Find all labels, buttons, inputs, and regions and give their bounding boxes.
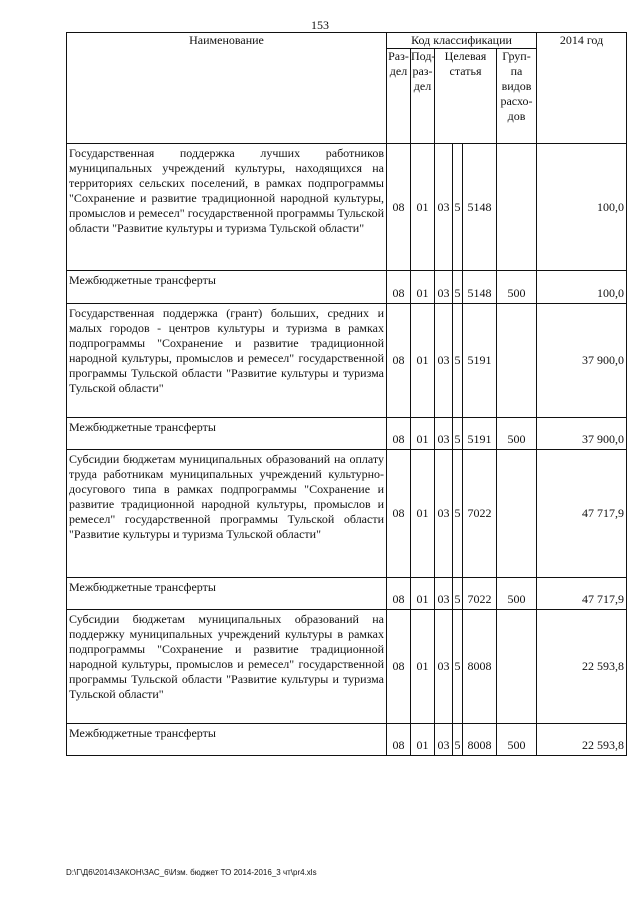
table-row [67, 610, 627, 724]
row-expense-group: 500 [497, 724, 537, 756]
row-target-part1: 03 [435, 578, 453, 610]
row-subsection: 01 [411, 304, 435, 418]
row-name: Субсидии бюджетам муниципальных образований на оплату труда работникам муниципальных учреждений культурно-досугового типа в рамках подпрограммы "Сохранение и развитие традиционной народной культуры, промыслов и ремесел" государственной программы Тульской области "Развитие культуры и туризма Тульской области" [67, 450, 387, 578]
header-classification: Код классификации [387, 33, 537, 49]
row-target-part1: 03 [435, 724, 453, 756]
row-target-part3: 7022 [463, 450, 497, 578]
row-amount: 22 593,8 [537, 724, 627, 756]
row-target-part3: 5148 [463, 271, 497, 304]
row-target-part1: 03 [435, 610, 453, 724]
table-row [67, 578, 627, 610]
row-amount: 100,0 [537, 144, 627, 271]
file-path-footer: D:\Г\Д6\2014\ЗАКОН\ЗАС_6\Изм. бюджет ТО 2014-2016_3 чт\pr4.xls [66, 868, 317, 877]
row-target-part3: 5148 [463, 144, 497, 271]
row-name: Государственная поддержка (грант) больших, средних и малых городов - центров культуры и туризма в рамках подпрограммы "Сохранение и развитие традиционной народной культуры, промыслов и ремесел" государственной программы Тульской области "Развитие культуры и туризма Тульской области" [67, 304, 387, 418]
header-year: 2014 год [537, 33, 627, 144]
row-subsection: 01 [411, 724, 435, 756]
row-name: Межбюджетные трансферты [67, 271, 387, 304]
header-target-item: Целевая статья [435, 49, 497, 144]
row-amount: 22 593,8 [537, 610, 627, 724]
row-target-part2: 5 [453, 418, 463, 450]
row-section: 08 [387, 304, 411, 418]
header-name: Наименование [67, 33, 387, 144]
header-row-top [67, 33, 627, 49]
header-section: Раз-дел [387, 49, 411, 144]
row-section: 08 [387, 450, 411, 578]
header-subsection: Под-раз-дел [411, 49, 435, 144]
table-row [67, 271, 627, 304]
table-row [67, 450, 627, 578]
row-amount: 47 717,9 [537, 578, 627, 610]
row-target-part3: 7022 [463, 578, 497, 610]
row-subsection: 01 [411, 610, 435, 724]
row-target-part2: 5 [453, 144, 463, 271]
row-amount: 100,0 [537, 271, 627, 304]
row-target-part2: 5 [453, 724, 463, 756]
row-expense-group: 500 [497, 271, 537, 304]
row-target-part2: 5 [453, 578, 463, 610]
row-amount: 37 900,0 [537, 304, 627, 418]
row-name: Межбюджетные трансферты [67, 578, 387, 610]
row-target-part3: 8008 [463, 724, 497, 756]
row-section: 08 [387, 724, 411, 756]
row-section: 08 [387, 271, 411, 304]
row-subsection: 01 [411, 271, 435, 304]
row-target-part1: 03 [435, 144, 453, 271]
row-subsection: 01 [411, 578, 435, 610]
row-section: 08 [387, 418, 411, 450]
row-target-part2: 5 [453, 610, 463, 724]
row-expense-group [497, 304, 537, 418]
row-expense-group: 500 [497, 418, 537, 450]
row-subsection: 01 [411, 450, 435, 578]
row-name: Межбюджетные трансферты [67, 418, 387, 450]
row-subsection: 01 [411, 418, 435, 450]
table-row [67, 304, 627, 418]
row-section: 08 [387, 578, 411, 610]
page-number: 153 [311, 18, 329, 32]
row-name: Государственная поддержка лучших работников муниципальных учреждений культуры, находящихся на территориях сельских поселений, в рамках подпрограммы "Сохранение и развитие традиционной народной культуры, промыслов и ремесел" государственной программы Тульской области "Развитие культуры и туризма Тульской области" [67, 144, 387, 271]
row-name: Межбюджетные трансферты [67, 724, 387, 756]
row-target-part1: 03 [435, 304, 453, 418]
row-section: 08 [387, 610, 411, 724]
row-expense-group [497, 450, 537, 578]
row-target-part2: 5 [453, 450, 463, 578]
row-section: 08 [387, 144, 411, 271]
row-target-part2: 5 [453, 304, 463, 418]
row-expense-group [497, 610, 537, 724]
row-target-part1: 03 [435, 418, 453, 450]
row-name: Субсидии бюджетам муниципальных образований на поддержку муниципальных учреждений культуры в рамках подпрограммы "Сохранение и развитие традиционной народной культуры, промыслов и ремесел" государственной программы Тульской области "Развитие культуры и туризма Тульской области" [67, 610, 387, 724]
row-expense-group: 500 [497, 578, 537, 610]
row-amount: 37 900,0 [537, 418, 627, 450]
row-amount: 47 717,9 [537, 450, 627, 578]
row-expense-group [497, 144, 537, 271]
row-target-part3: 5191 [463, 418, 497, 450]
row-target-part1: 03 [435, 450, 453, 578]
row-target-part2: 5 [453, 271, 463, 304]
row-subsection: 01 [411, 144, 435, 271]
row-target-part3: 8008 [463, 610, 497, 724]
table-row [67, 724, 627, 756]
table-row [67, 418, 627, 450]
budget-table [66, 32, 627, 756]
header-expense-group: Груп-па видов расхо-дов [497, 49, 537, 144]
row-target-part3: 5191 [463, 304, 497, 418]
row-target-part1: 03 [435, 271, 453, 304]
table-row [67, 144, 627, 271]
